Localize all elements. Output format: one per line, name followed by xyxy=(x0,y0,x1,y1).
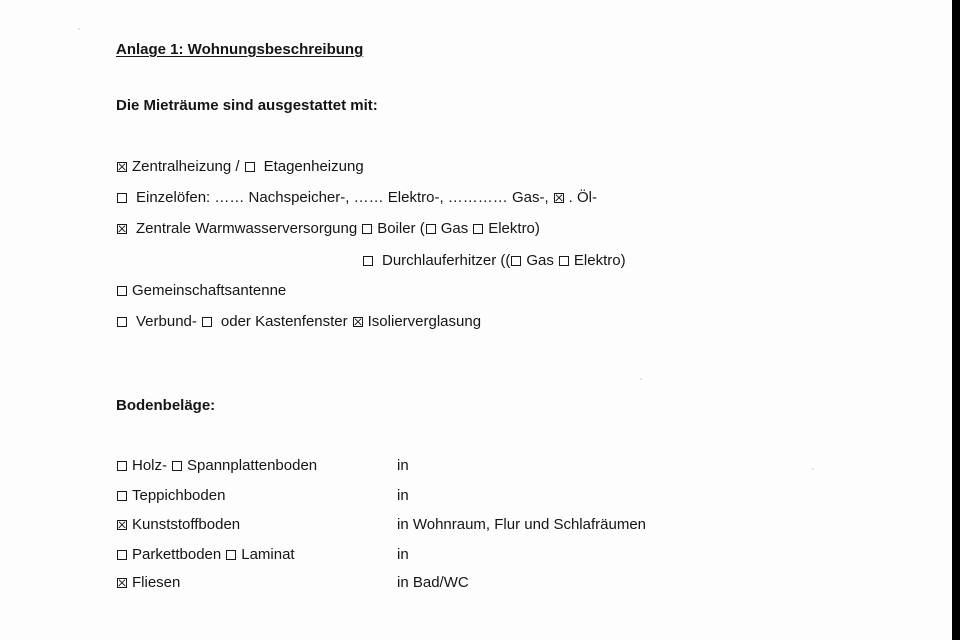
floor-location: in xyxy=(397,457,409,474)
floor-label: Teppichboden xyxy=(132,487,226,504)
floor-row xyxy=(116,546,295,564)
floor-row xyxy=(116,487,225,505)
floor-checkbox[interactable] xyxy=(172,461,182,471)
floor-row xyxy=(116,516,240,534)
floor-label: Kunststoffboden xyxy=(132,516,241,533)
floor-label: Parkettboden xyxy=(132,546,222,563)
scan-speck xyxy=(78,28,80,30)
etagenheizung-label: Etagenheizung xyxy=(263,158,364,175)
floor-location: in Bad/WC xyxy=(397,574,469,591)
boiler-checkbox[interactable] xyxy=(362,224,372,234)
zentralheizung-label: Zentralheizung / xyxy=(132,158,240,175)
floor-label: Spannplattenboden xyxy=(187,457,318,474)
scan-speck xyxy=(812,468,814,470)
boiler-gas-label: Gas xyxy=(440,220,469,237)
floor-checkbox[interactable] xyxy=(117,461,127,471)
kasten-checkbox[interactable] xyxy=(202,317,212,327)
isolier-label: Isolierverglasung xyxy=(367,313,482,330)
scan-speck xyxy=(640,378,642,380)
floor-checkbox[interactable] xyxy=(117,550,127,560)
fenster-line xyxy=(116,313,481,331)
boiler-gas-checkbox[interactable] xyxy=(426,224,436,234)
floor-row xyxy=(116,574,180,592)
einzeloefen-checkbox[interactable] xyxy=(117,193,127,203)
durchlauf-gas-label: Gas xyxy=(526,252,554,269)
floor-checkbox[interactable] xyxy=(117,491,127,501)
kasten-label: oder Kastenfenster xyxy=(220,313,348,330)
document-title: Anlage 1: Wohnungsbeschreibung xyxy=(116,41,364,58)
einzeloefen-line xyxy=(116,189,597,207)
equipment-heading: Die Mieträume sind ausgestattet mit: xyxy=(116,97,378,114)
floor-label: Laminat xyxy=(241,546,295,563)
floor-row xyxy=(116,457,317,475)
boiler-elektro-label: Elektro) xyxy=(488,220,540,237)
floor-checkbox[interactable] xyxy=(117,578,127,588)
warmwasser-line xyxy=(116,220,540,238)
durchlauf-elektro-label: Elektro) xyxy=(573,252,626,269)
floor-checkbox[interactable] xyxy=(117,520,127,530)
einzeloefen-label: Einzelöfen: …… Nachspeicher-, …… Elektro-, ………… Gas-, xyxy=(136,189,549,206)
floor-location: in xyxy=(397,487,409,504)
warmwasser-label: Zentrale Warmwasserversorgung xyxy=(136,220,358,237)
antenne-line xyxy=(116,282,286,300)
verbund-label: Verbund- xyxy=(136,313,197,330)
oel-label: . Öl- xyxy=(568,189,597,206)
floor-checkbox[interactable] xyxy=(226,550,236,560)
boiler-label: Boiler ( xyxy=(377,220,425,237)
floor-label: Fliesen xyxy=(132,574,181,591)
screen-edge xyxy=(952,0,960,640)
floor-location: in Wohnraum, Flur und Schlafräumen xyxy=(397,516,647,533)
verbund-checkbox[interactable] xyxy=(117,317,127,327)
etagenheizung-checkbox[interactable] xyxy=(245,162,255,172)
floor-location: in xyxy=(397,546,409,563)
floor-label: Holz- xyxy=(132,457,168,474)
floor-heading: Bodenbeläge: xyxy=(116,397,216,414)
durchlauf-line xyxy=(362,252,626,270)
durchlauf-label: Durchlauferhitzer (( xyxy=(382,252,511,269)
antenne-checkbox[interactable] xyxy=(117,286,127,296)
zentralheizung-checkbox[interactable] xyxy=(117,162,127,172)
durchlauf-gas-checkbox[interactable] xyxy=(511,256,521,266)
isolier-checkbox[interactable] xyxy=(353,317,363,327)
antenne-label: Gemeinschaftsantenne xyxy=(132,282,287,299)
oel-checkbox[interactable] xyxy=(554,193,564,203)
heating-line xyxy=(116,158,364,176)
durchlauf-checkbox[interactable] xyxy=(363,256,373,266)
warmwasser-checkbox[interactable] xyxy=(117,224,127,234)
boiler-elektro-checkbox[interactable] xyxy=(473,224,483,234)
durchlauf-elektro-checkbox[interactable] xyxy=(559,256,569,266)
